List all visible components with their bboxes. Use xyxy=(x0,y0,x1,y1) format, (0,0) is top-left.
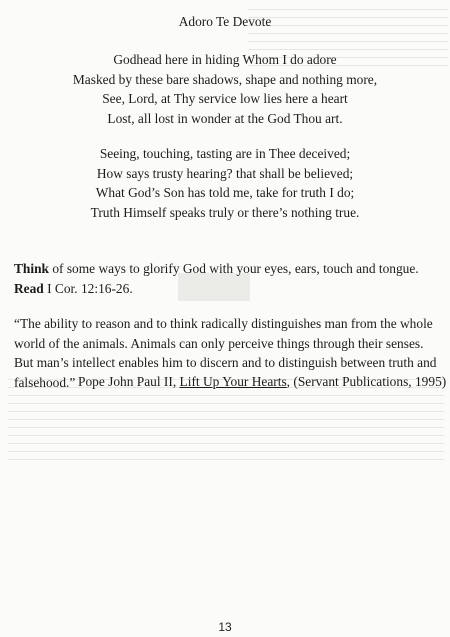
poem-line: What God’s Son has told me, take for truth I do; xyxy=(95,185,355,200)
poem-line: Godhead here in hiding Whom I do adore xyxy=(113,52,337,67)
poem-line: How says trusty hearing? that shall be believed; xyxy=(96,165,354,181)
think-label: Think xyxy=(14,261,49,276)
think-text: of some ways to glorify God with your eyes, ears, touch and tongue. xyxy=(49,261,419,276)
poem-stanza-2 xyxy=(0,144,450,222)
quote-citation xyxy=(78,372,446,392)
poem-stanza-1 xyxy=(0,50,450,128)
citation-author: Pope John Paul II, xyxy=(78,374,180,389)
poem-line: See, Lord, at Thy service low lies here a heart xyxy=(102,91,348,106)
reflection-prompts xyxy=(14,259,434,298)
poem-line: Truth Himself speaks truly or there’s nothing true. xyxy=(90,204,360,220)
citation-book-title: Lift Up Your Hearts xyxy=(179,374,287,389)
quote-text: “The ability to reason and to think radically distinguishes man from the whole world of the animals. Animals can only perceive things through their senses. But man’s intellect enables him to discern and to distinguish between truth and falsehood.” xyxy=(14,316,437,390)
citation-publisher: , (Servant Publications, 1995) xyxy=(286,374,447,389)
think-prompt xyxy=(14,259,434,279)
read-text: I Cor. 12:16-26. xyxy=(43,280,133,296)
bleed-through-bottom xyxy=(8,372,444,552)
poem-line: Masked by these bare shadows, shape and nothing more, xyxy=(72,71,378,87)
read-prompt xyxy=(14,279,434,299)
read-label: Read xyxy=(14,280,44,296)
poem-line: Seeing, touching, tasting are in Thee deceived; xyxy=(99,146,351,161)
poem-title: Adoro Te Devote xyxy=(178,14,272,29)
poem-line: Lost, all lost in wonder at the God Thou art. xyxy=(107,110,343,126)
page-number: 13 xyxy=(218,620,232,634)
